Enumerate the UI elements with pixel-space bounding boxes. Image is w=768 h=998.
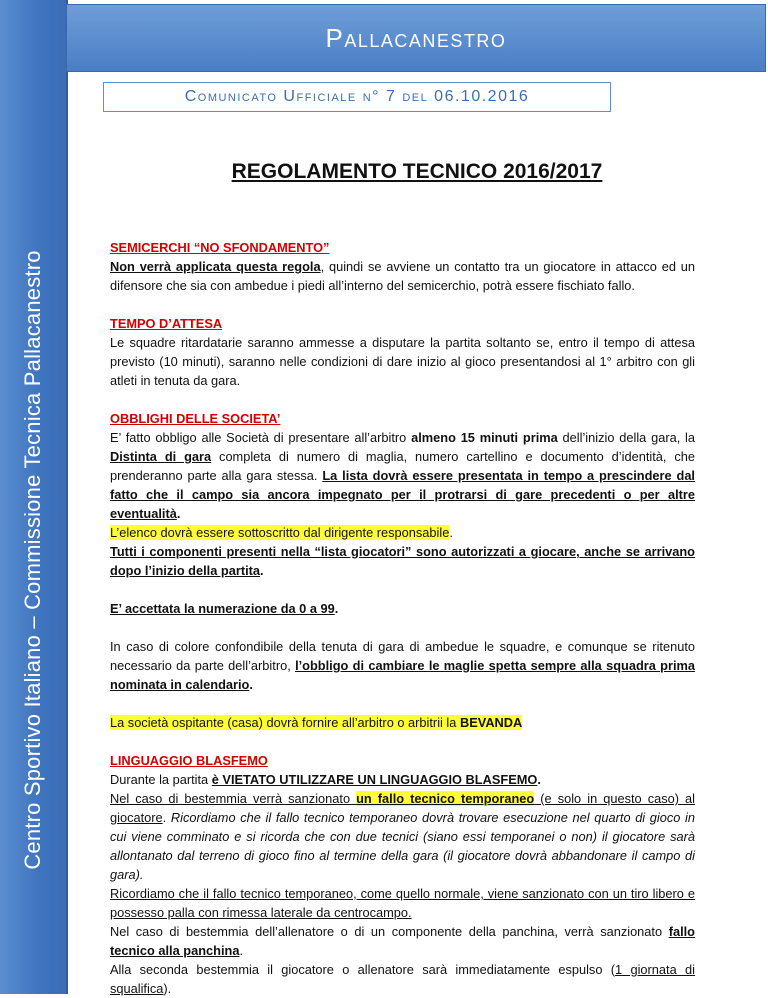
- text-span: ).: [163, 981, 172, 996]
- text-span: .: [162, 810, 171, 825]
- text-span: .: [449, 525, 453, 540]
- text-span: l’obbligo di cambiare le maglie spetta sempre alla squadra prima nominata in calendario: [110, 658, 695, 692]
- text-span: .: [537, 772, 541, 787]
- header-band: [66, 4, 766, 72]
- section-heading-obblighi: OBBLIGHI DELLE SOCIETA’: [110, 411, 281, 426]
- text-span: Tutti i componenti presenti nella “lista giocatori” sono autorizzati a giocare, anche se arrivano dopo l’inizio della partita: [110, 544, 695, 578]
- comunicato-box: [103, 82, 611, 112]
- section-heading-semicerchi: SEMICERCHI “NO SFONDAMENTO”: [110, 240, 330, 255]
- text-span: almeno 15 minuti prima: [411, 430, 558, 445]
- text-span: Distinta di gara: [110, 449, 212, 464]
- highlight-span: un fallo tecnico temporaneo: [356, 791, 535, 806]
- paragraph-obblighi: [110, 428, 695, 523]
- text-span: Ricordiamo che il fallo tecnico temporaneo dovrà trovare esecuzione nel quarto di gioco in cui viene comminato e si ricorda che con due tecnici (siano essi temporanei o non) il giocatore sarà allontanato dal terreno di gioco fino al termine della gara (il giocatore dovrà abbandonare il campo di gara).: [110, 810, 695, 882]
- text-span: .: [239, 943, 243, 958]
- paragraph-semicerchi: [110, 257, 695, 295]
- text-span: .: [260, 563, 264, 578]
- paragraph-blasfemo-5: [110, 960, 695, 998]
- document-body: [110, 238, 695, 998]
- text-span: .: [176, 506, 181, 521]
- paragraph-blasfemo-2: [110, 789, 695, 884]
- paragraph-numerazione: [110, 599, 695, 618]
- text-span: Durante la partita: [110, 772, 212, 787]
- paragraph-sottoscrizione: [110, 523, 695, 542]
- header-title: Pallacanestro: [325, 22, 507, 53]
- sidebar-band: [0, 0, 68, 994]
- text-span: La lista dovrà essere presentata in tempo a prescindere dal fatto che il campo sia ancora impegnato per il protrarsi di gare precedenti o per altre eventualità: [110, 468, 695, 521]
- paragraph-blasfemo-4: [110, 922, 695, 960]
- text-span: Non verrà applicata questa regola: [110, 259, 321, 274]
- text-span: Alla seconda bestemmia il giocatore o allenatore sarà immediatamente espulso (: [110, 962, 616, 977]
- text-span: , quindi se avviene un contatto tra un giocatore in attacco ed un difensore che sia con ambedue i piedi all’interno del semicerchio, potrà essere fischiato fallo.: [110, 259, 695, 293]
- text-span: .: [249, 677, 253, 692]
- highlight-span: [110, 715, 522, 730]
- document-title: REGOLAMENTO TECNICO 2016/2017: [231, 160, 603, 183]
- highlight-span: L’elenco dovrà essere sottoscritto dal dirigente responsabile: [110, 525, 450, 540]
- text-span: dell’inizio della gara, la: [557, 430, 696, 445]
- paragraph-colore: [110, 637, 695, 694]
- text-span: .: [334, 601, 339, 616]
- text-span: In caso di colore confondibile della tenuta di gara di ambedue le squadre, e comunque se ritenuto necessario da parte dell’arbitro,: [110, 639, 695, 673]
- text-span: La società ospitante (casa) dovrà fornire all’arbitro o arbitrii la: [110, 715, 460, 730]
- text-span: è VIETATO UTILIZZARE UN LINGUAGGIO BLASFEMO: [211, 772, 538, 787]
- section-heading-blasfemo: LINGUAGGIO BLASFEMO: [110, 753, 268, 768]
- comunicato-text: Comunicato Ufficiale n° 7 del 06.10.2016: [184, 88, 530, 105]
- text-span: (e solo in questo caso) al giocatore: [110, 791, 695, 825]
- paragraph-componenti: [110, 542, 695, 580]
- text-span: Nel caso di bestemmia verrà sanzionato: [110, 791, 357, 806]
- text-span: completa di numero di maglia, numero cartellino e documento d’identità, che prenderanno parte alla gara stessa.: [110, 449, 695, 483]
- section-heading-attesa: TEMPO D’ATTESA: [110, 316, 223, 331]
- paragraph-blasfemo-1: [110, 770, 695, 789]
- paragraph-blasfemo-3: Ricordiamo che il fallo tecnico temporaneo, come quello normale, viene sanzionato con un tiro libero e possesso palla con rimessa laterale da centrocampo.: [110, 886, 695, 920]
- text-span: BEVANDA: [459, 715, 523, 730]
- paragraph-attesa: Le squadre ritardatarie saranno ammesse a disputare la partita soltanto se, entro il tempo di attesa previsto (10 minuti), saranno nelle condizioni di dare inizio al gioco presentandosi al 1° arbitro con gli atleti in tenuta da gara.: [110, 335, 695, 388]
- text-span: E’ fatto obbligo alle Società di presentare all’arbitro: [110, 430, 412, 445]
- text-span: Nel caso di bestemmia dell’allenatore o di un componente della panchina, verrà sanzionato: [110, 924, 669, 939]
- text-span: E’ accettata la numerazione da 0 a 99: [110, 601, 335, 616]
- paragraph-bevanda: [110, 713, 695, 732]
- text-span: 1 giornata di squalifica: [110, 962, 695, 996]
- text-span: fallo tecnico alla panchina: [110, 924, 695, 958]
- sidebar-vertical-text: Centro Sportivo Italiano – Commissione Tecnica Pallacanestro: [20, 250, 45, 870]
